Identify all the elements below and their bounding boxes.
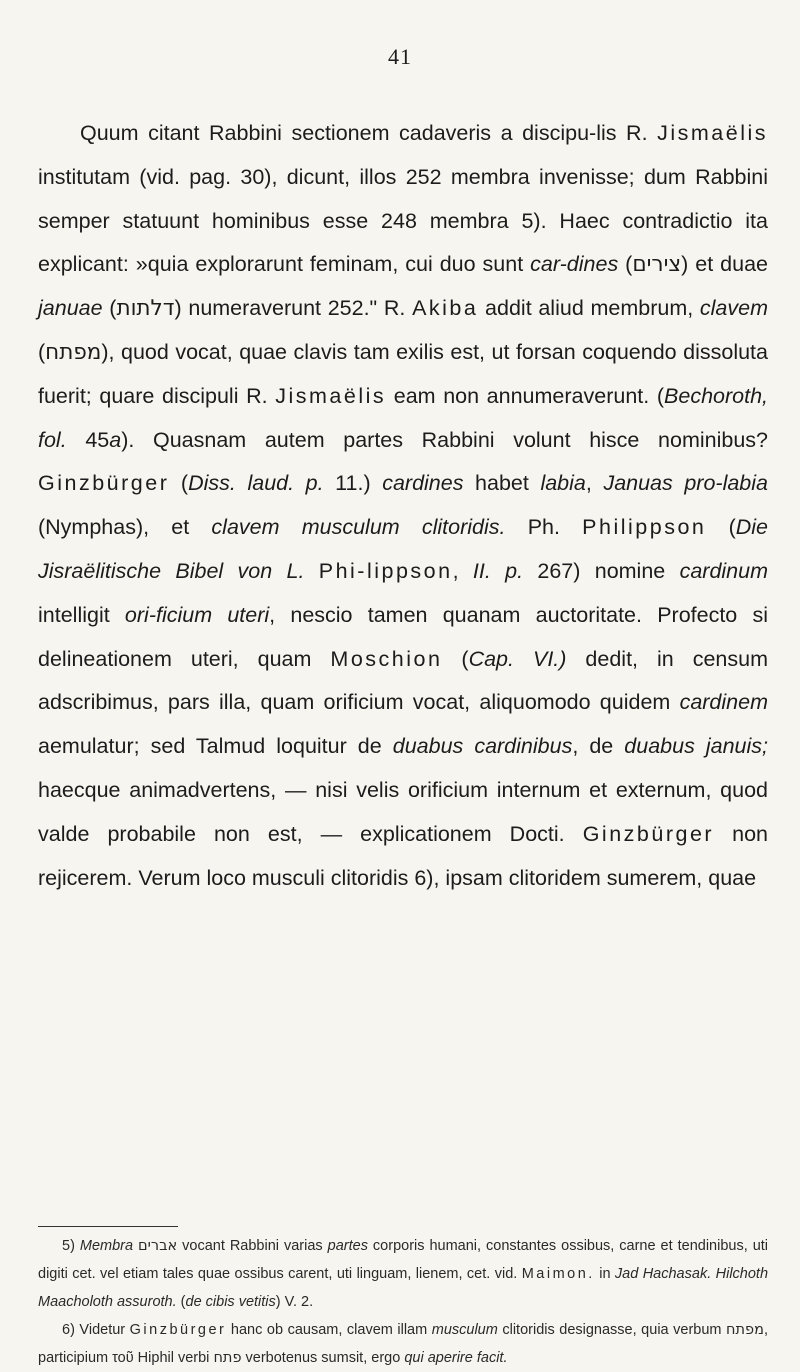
- italic-term: Bechoroth, fol.: [38, 383, 768, 452]
- italic-term: Cap. VI.): [468, 646, 567, 671]
- text-run: (: [102, 296, 117, 321]
- author-name: Akiba: [412, 296, 479, 321]
- text-run: 6) Videtur: [62, 1322, 130, 1338]
- text-run: 11.): [323, 471, 383, 496]
- italic-term: labia: [540, 471, 586, 496]
- text-run: (: [442, 646, 469, 671]
- text-run: vocant Rabbini varias: [177, 1238, 328, 1254]
- text-run: (Nymphas), et: [38, 515, 212, 540]
- text-run: habet: [463, 471, 541, 496]
- text-run: ,: [585, 471, 604, 496]
- text-run: ) et duae: [681, 252, 768, 277]
- footnote-divider: [38, 1226, 178, 1227]
- text-run: 267) nomine: [523, 558, 680, 583]
- footnotes: [38, 1232, 768, 1372]
- italic-term: partes: [327, 1238, 368, 1254]
- text-run: addit aliud membrum,: [478, 296, 700, 321]
- text-run: (: [618, 252, 633, 277]
- text-run: , participium τοῦ Hiphil verbi: [38, 1322, 768, 1366]
- text-run: (: [176, 1294, 186, 1310]
- italic-term: de cibis vetitis: [185, 1294, 276, 1310]
- italic-term: cardinem: [679, 690, 768, 715]
- text-run: intelligit: [38, 602, 125, 627]
- text-run: aemulatur; sed Talmud loquitur de: [38, 734, 393, 759]
- hebrew-word: פתח: [213, 1350, 242, 1366]
- text-run: verbotenus sumsit, ergo: [241, 1350, 405, 1366]
- text-run: non rejicerem. Verum loco musculi clitoridis 6), ipsam clitoridem sumerem, quae: [38, 821, 768, 890]
- text-run: corporis humani, constantes ossibus, carne et tendinibus, uti digiti cet. vel etiam tales quae ossibus carent, uti linguam, lienem, cet. vid.: [38, 1238, 769, 1282]
- text-run: Quum citant Rabbini sectionem cadaveris a discipu-lis R.: [80, 121, 658, 145]
- text-run: , de: [572, 734, 625, 759]
- text-run: hanc ob causam, clavem illam: [226, 1322, 432, 1338]
- italic-term: duabus januis;: [624, 734, 768, 759]
- text-run: ) V. 2.: [275, 1294, 314, 1310]
- text-run: ,: [452, 558, 473, 583]
- italic-title: Jad Hachasak. Hilchoth Maacholoth assuroth.: [38, 1266, 769, 1310]
- text-run: ). Quasnam autem partes Rabbini volunt hisce nominibus?: [121, 427, 768, 452]
- author-name: Philippson: [582, 515, 707, 540]
- author-name: Maimon.: [521, 1266, 595, 1282]
- author-name: Phi-lippson: [318, 558, 453, 583]
- text-run: Ph.: [505, 515, 583, 540]
- page-number: 41: [388, 44, 412, 69]
- italic-term: Membra: [79, 1238, 134, 1254]
- italic-term: musculum: [431, 1322, 498, 1338]
- italic-term: Januas pro-labia: [603, 471, 769, 496]
- italic-term: ori-ficium uteri: [124, 602, 270, 627]
- text-run: clitoridis designasse, quia verbum: [497, 1322, 727, 1338]
- italic-term: II. p.: [472, 558, 524, 583]
- hebrew-word: מפתח: [45, 339, 102, 365]
- italic-title: Die Jisraëlitische Bibel von L.: [38, 515, 768, 583]
- text-run: dedit, in censum adscribimus, pars illa, quam orificium vocat, aliquomodo quidem: [38, 646, 769, 715]
- italic-term: cardinum: [679, 558, 769, 583]
- author-name: Jismaëlis: [275, 383, 387, 408]
- italic-term: qui aperire facit.: [404, 1350, 508, 1366]
- text-run: institutam (vid. pag. 30), dicunt, illos 252 membra invenisse; dum Rabbini semper statuunt hominibus esse 248 membra 5). Haec contradictio ita explicant: »quia explorarunt feminam, cui duo sunt: [38, 164, 768, 277]
- text-run: haecque animadvertens, — nisi velis orificium internum et externum, quod valde probabile non est, — explicationem Docti.: [38, 777, 768, 846]
- footnote-6: [38, 1316, 768, 1372]
- footnote-5: [38, 1232, 768, 1316]
- text-run: 45: [66, 427, 110, 452]
- text-run: in: [594, 1266, 615, 1282]
- text-run: (: [169, 471, 189, 496]
- author-name: Ginzbürger: [582, 821, 715, 846]
- hebrew-word: אברים: [138, 1238, 178, 1254]
- author-name: Jismaëlis: [657, 121, 768, 145]
- text-run: eam non annumeraverunt. (: [386, 383, 665, 408]
- main-text: [38, 112, 768, 900]
- italic-term: januae: [38, 296, 103, 321]
- author-name: Ginzbürger: [129, 1322, 227, 1338]
- text-run: ), quod vocat, quae clavis tam exilis est, ut forsan coquendo dissoluta fuerit; quare discipuli R.: [38, 339, 768, 408]
- italic-term: duabus cardinibus: [392, 734, 573, 759]
- italic-term: clavem musculum clitoridis.: [211, 515, 506, 540]
- italic-term: a: [109, 427, 122, 452]
- italic-term: clavem: [699, 296, 768, 321]
- italic-term: cardines: [382, 471, 464, 496]
- text-run: , nescio tamen quanam auctoritate. Profecto si delineationem uteri, quam: [38, 602, 768, 671]
- text-run: ) numeraverunt 252." R.: [174, 296, 413, 321]
- main-paragraph: [38, 112, 768, 900]
- text-run: (: [706, 515, 736, 540]
- hebrew-word: מפתח: [726, 1322, 764, 1338]
- italic-term: Diss. laud. p.: [188, 471, 324, 496]
- hebrew-word: צירים: [632, 252, 682, 278]
- text-run: (: [38, 339, 46, 364]
- hebrew-word: דלתות: [116, 296, 175, 322]
- author-name: Ginzbürger: [38, 471, 170, 496]
- text-run: 5): [62, 1238, 80, 1254]
- author-name: Moschion: [330, 646, 443, 671]
- italic-term: car-dines: [530, 252, 619, 277]
